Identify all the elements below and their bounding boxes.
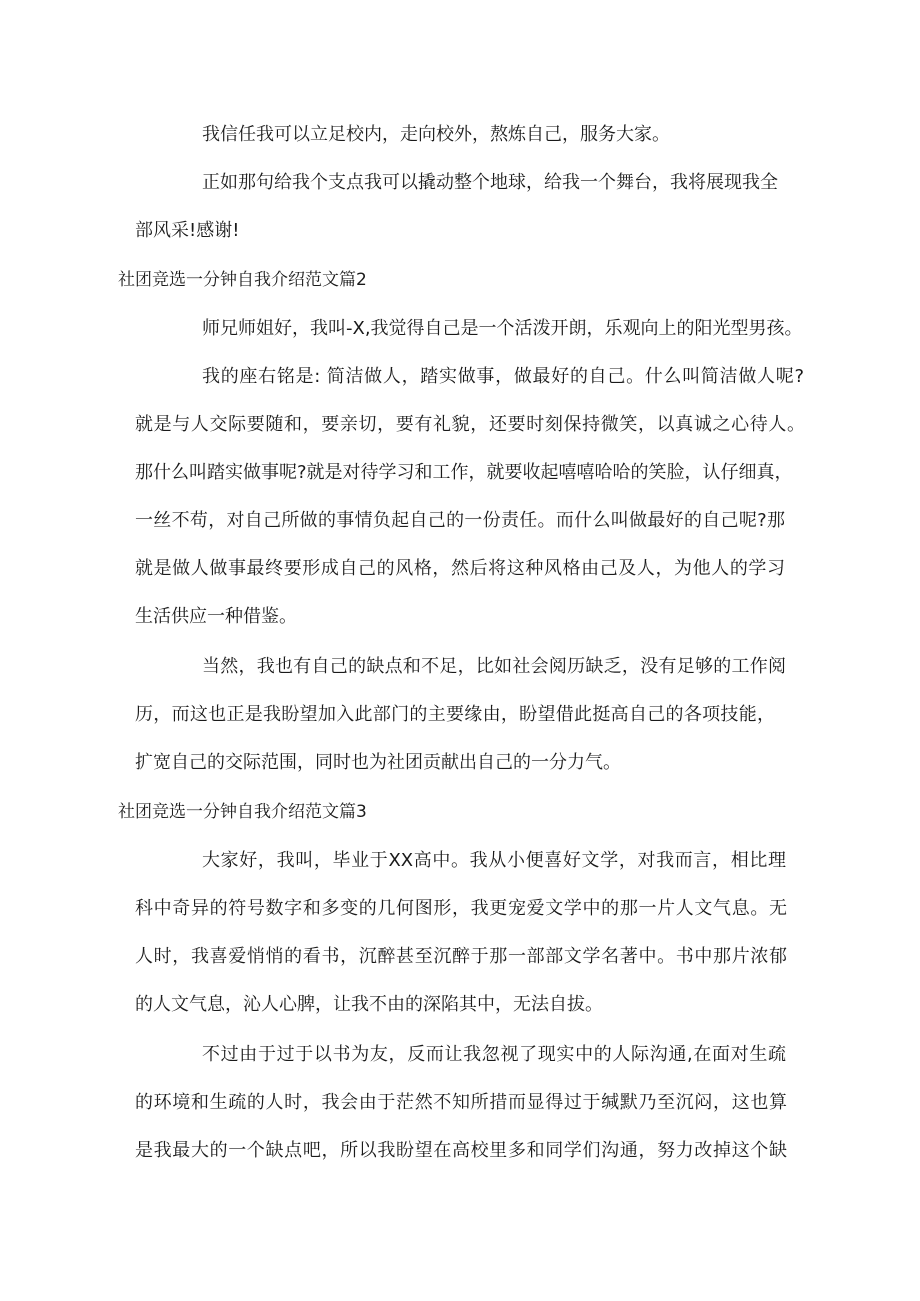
section-heading: 社团竞选一分钟自我介绍范文篇3 (118, 802, 367, 822)
paragraph-line: 不过由于过于以书为友，反而让我忽视了现实中的人际沟通,在面对生疏 (202, 1044, 786, 1065)
paragraph-line: 一丝不苟，对自己所做的事情负起自己的一份责任。而什么叫做最好的自己呢?那 (135, 510, 785, 531)
paragraph-line: 的人文气息，沁人心脾，让我不由的深陷其中，无法自拔。 (135, 994, 603, 1015)
paragraph-line: 师兄师姐好，我叫-X,我觉得自己是一个活泼开朗，乐观向上的阳光型男孩。 (202, 318, 803, 339)
paragraph-line: 大家好，我叫，毕业于XX高中。我从小便喜好文学，对我而言，相比理 (202, 850, 786, 871)
section-heading: 社团竞选一分钟自我介绍范文篇2 (118, 270, 367, 290)
paragraph-line: 历，而这也正是我盼望加入此部门的主要缘由，盼望借此挺高自己的各项技能， (135, 704, 775, 725)
paragraph-line: 就是与人交际要随和，要亲切，要有礼貌，还要时刻保持微笑，以真诚之心待人。 (135, 414, 805, 435)
paragraph-line: 人时，我喜爱悄悄的看书，沉醉甚至沉醉于那一部部文学名著中。书中那片浓郁 (135, 946, 787, 967)
paragraph-line: 我的座右铭是: 简洁做人，踏实做事，做最好的自己。什么叫简洁做人呢? (202, 366, 804, 387)
paragraph-line: 我信任我可以立足校内，走向校外，熬炼自己，服务大家。 (202, 124, 670, 145)
paragraph-line: 部风采!感谢! (135, 220, 240, 241)
paragraph-line: 正如那句给我个支点我可以撬动整个地球，给我一个舞台，我将展现我全 (202, 172, 778, 193)
paragraph-line: 当然，我也有自己的缺点和不足，比如社会阅历缺乏，没有足够的工作阅 (202, 656, 786, 677)
paragraph-line: 生活供应一种借鉴。 (135, 606, 297, 627)
paragraph-line: 那什么叫踏实做事呢?就是对待学习和工作，就要收起嘻嘻哈哈的笑脸，认仔细真， (135, 462, 793, 483)
paragraph-line: 就是做人做事最终要形成自己的风格，然后将这种风格由己及人，为他人的学习 (135, 558, 785, 579)
paragraph-line: 扩宽自己的交际范围，同时也为社团贡献出自己的一分力气。 (135, 752, 621, 773)
paragraph-line: 是我最大的一个缺点吧，所以我盼望在高校里多和同学们沟通，努力改掉这个缺 (135, 1140, 787, 1161)
paragraph-line: 的环境和生疏的人时，我会由于茫然不知所措而显得过于缄默乃至沉闷，这也算 (135, 1092, 787, 1113)
paragraph-line: 科中奇异的符号数字和多变的几何图形，我更宠爱文学中的那一片人文气息。无 (135, 898, 787, 919)
